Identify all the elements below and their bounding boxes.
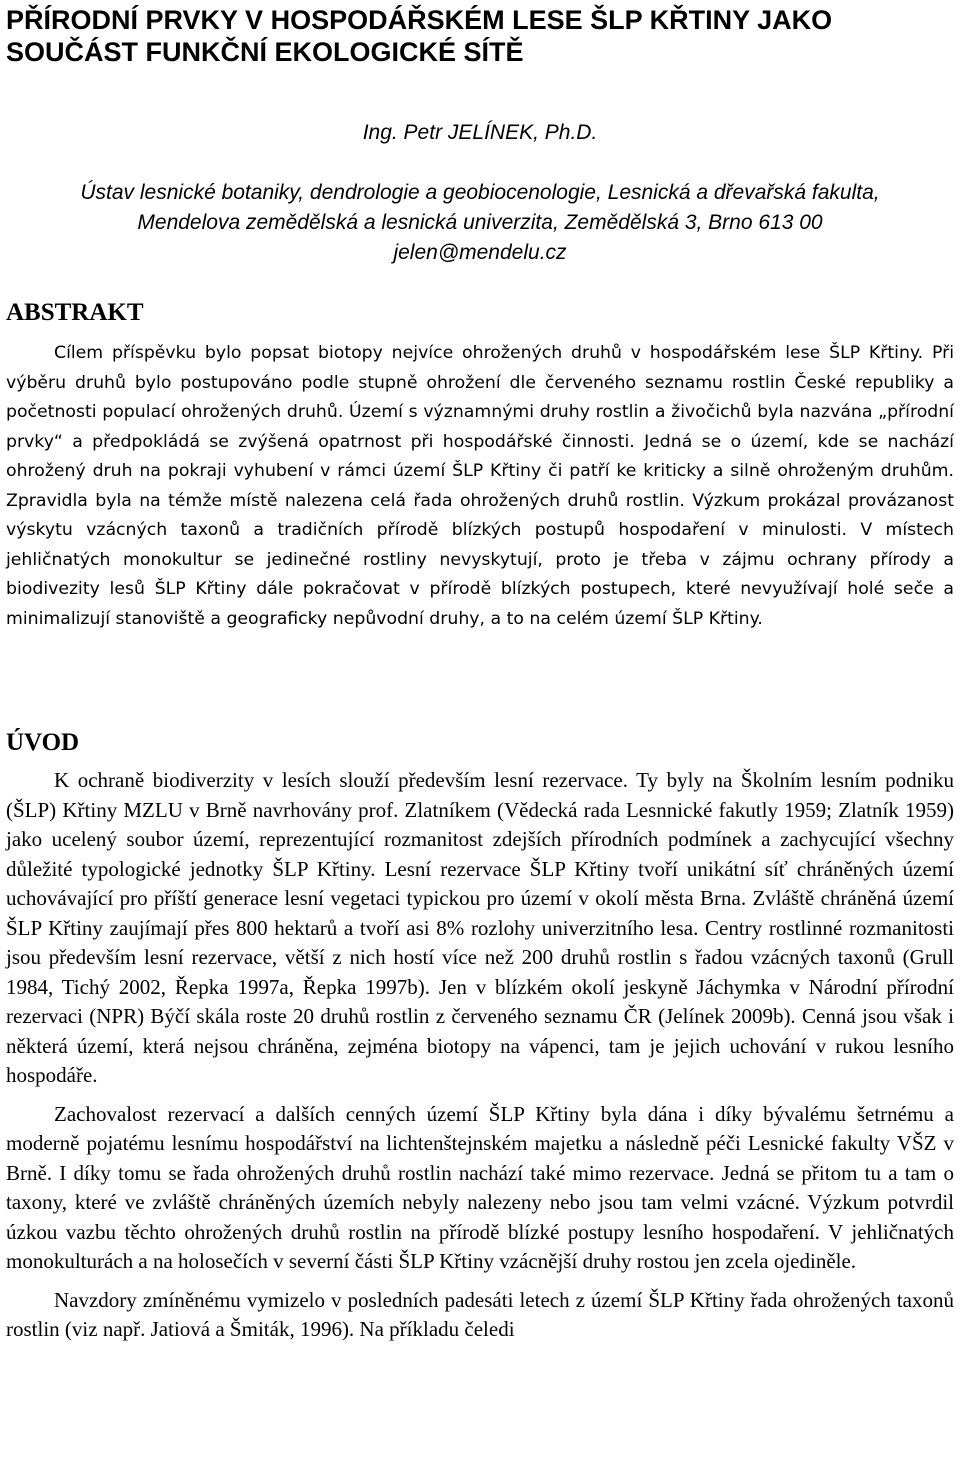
abstract-heading: ABSTRAKT	[6, 299, 144, 326]
author-email: jelen@mendelu.cz	[393, 241, 567, 264]
affiliation-line-2: Mendelova zemědělská a lesnická univerzita, Zemědělská 3, Brno 613 00	[137, 211, 823, 234]
paragraph: Zachovalost rezervací a dalších cenných území ŠLP Křtiny byla dána i díky bývalému šetrnému a moderně pojatému lesnímu hospodářství na lichtenštejnském majetku a následně péči Lesnické fakulty VŠZ v Brně. I díky tomu se řada ohrožených druhů rostlin nachází také mimo rezervace. Jedná se přitom tu a tam o taxony, které ve zvláště chráněných územích nebyly nalezeny nebo jsou tam velmi vzácné. Výzkum potvrdil úzkou vazbu těchto ohrožených druhů rostlin na přírodě blízké postupy lesního hospodaření. V jehličnatých monokulturách a na holosečích v severní části ŠLP Křtiny vzácnější druhy rostou jen zcela ojediněle.	[6, 1101, 954, 1273]
paragraph: K ochraně biodiverzity v lesích slouží především lesní rezervace. Ty byly na Školním lesním podniku (ŠLP) Křtiny MZLU v Brně navrhovány prof. Zlatníkem (Vědecká rada Lesnnické fakutly 1959; Zlatník 1959) jako ucelený soubor území, reprezentující rozmanitost zdejších přírodních podmínek a zachycující všechny důležité typologické jednotky ŠLP Křtiny. Lesní rezervace ŠLP Křtiny tvoří unikátní síť chráněných území uchovávající pro příští generace lesní vegetaci typickou pro území v okolí města Brna. Zvláště chráněná území ŠLP Křtiny zaujímají přes 800 hektarů a tvoří asi 8% rozlohy univerzitního lesa. Centry rostlinné rozmanitosti jsou především lesní rezervace, větší z nich hostí více než 200 druhů rostlin s řadou vzácných taxonů (Grull 1984, Tichý 2002, Řepka 1997a, Řepka 1997b). Jen v blízkém okolí jeskyně Jáchymka v Národní přírodní rezervaci (NPR) Býčí skála roste 20 druhů rostlin z červeného seznamu ČR (Jelínek 2009b). Cenná jsou však i některá území, která nejsou chráněna, zejména biotopy na vápenci, tam je jejich uchování v rukou lesního hospodáře.	[6, 768, 954, 1087]
abstract-text: Cílem příspěvku bylo popsat biotopy nejvíce ohrožených druhů v hospodářském lese ŠLP Křtiny. Při výběru druhů bylo postupováno podle stupně ohrožení dle červeného seznamu rostlin České republiky a početnosti populací ohrožených druhů. Území s významnými druhy rostlin a živočichů byla nazvána „přírodní prvky“ a předpokládá se zvýšená opatrnost při hospodářské činnosti. Jedná se o území, kde se nachází ohrožený druh na pokraji vyhubení v rámci území ŠLP Křtiny či patří ke kriticky a silně ohroženým druhům. Zpravidla byla na témže místě nalezena celá řada ohrožených druhů rostlin. Výzkum prokázal provázanost výskytu vzácných taxonů a tradičních přírodě blízkých postupů hospodaření v minulosti. V místech jehličnatých monokultur se jedinečné rostliny nevyskytují, proto je třeba v zájmu ochrany přírody a biodivezity lesů ŠLP Křtiny dále pokračovat v přírodě blízkých postupech, které nevyužívají holé seče a minimalizují stanoviště a geograficky nepůvodní druhy, a to na celém území ŠLP Křtiny.	[6, 343, 954, 629]
affiliation-line-1: Ústav lesnické botaniky, dendrologie a geobiocenologie, Lesnická a dřevařská fakulta,	[80, 181, 880, 204]
paper-title: PŘÍRODNÍ PRVKY V HOSPODÁŘSKÉM LESE ŠLP KŘTINY JAKO SOUČÁST FUNKČNÍ EKOLOGICKÉ SÍTĚ	[6, 5, 833, 67]
affiliation-block	[0, 178, 960, 268]
paragraph: Navzdory zmíněnému vymizelo v posledních padesáti letech z území ŠLP Křtiny řada ohrožených taxonů rostlin (viz např. Jatiová a Šmiták, 1996). Na příkladu čeledi	[6, 1287, 954, 1341]
introduction-heading: ÚVOD	[6, 729, 80, 756]
author-name: Ing. Petr JELÍNEK, Ph.D.	[362, 121, 598, 144]
introduction-body	[6, 766, 954, 1354]
